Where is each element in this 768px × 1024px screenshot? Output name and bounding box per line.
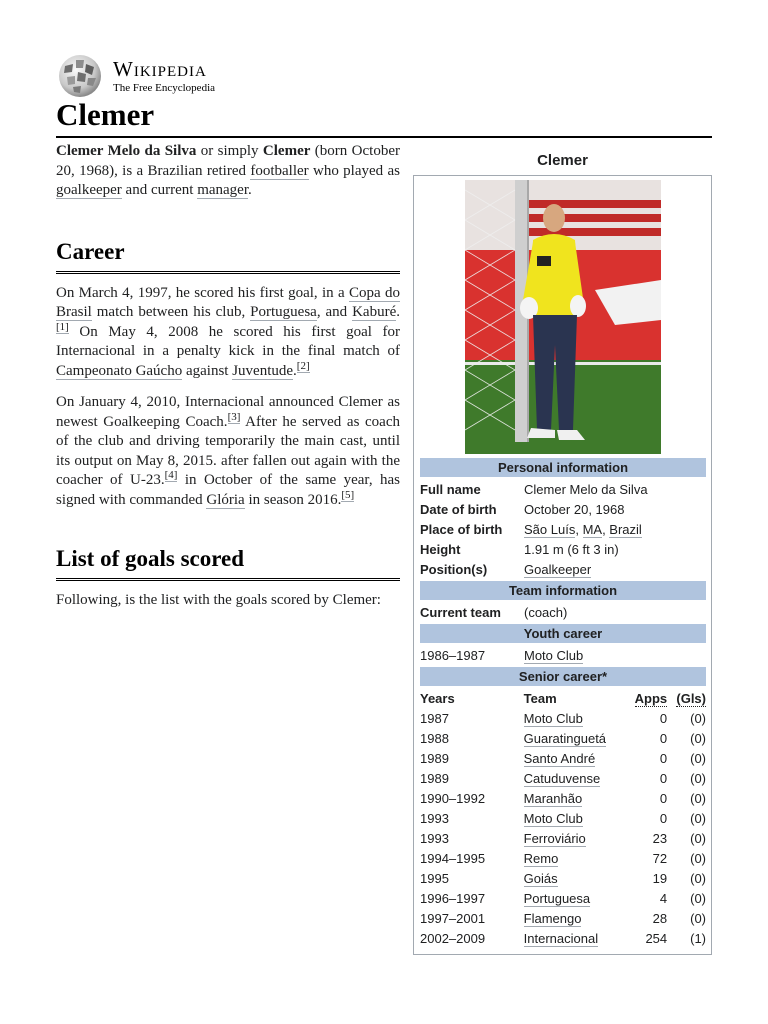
pob-value [524,522,706,537]
senior-team [524,811,624,826]
senior-apps: 23 [652,830,668,846]
position-label: Position(s) [420,561,488,577]
career-heading: Career [56,239,400,274]
title-divider [56,136,712,138]
senior-years: 1997–2001 [420,910,486,926]
senior-apps: 0 [659,730,668,746]
senior-apps: 4 [659,890,668,906]
senior-career-row [420,728,706,748]
senior-apps: 72 [652,850,668,866]
senior-career-row [420,808,706,828]
senior-career-columns [420,688,706,708]
senior-career-row [420,788,706,808]
column-gls[interactable] [667,691,706,706]
senior-gls: (0) [690,810,706,826]
senior-gls: (0) [690,730,706,746]
senior-years: 1996–1997 [420,890,486,906]
senior-team [524,791,624,806]
column-apps[interactable] [623,691,667,706]
senior-gls: (1) [690,930,706,946]
column-years: Years [420,690,455,706]
career-text: in season 2016. [244,491,342,508]
senior-career-row [420,888,706,908]
link-senior-team[interactable]: Catuduvense [523,770,601,786]
column-gls-label: (Gls) [676,690,706,706]
senior-career-row [420,768,706,788]
infobox [413,150,712,955]
link-ma[interactable]: MA [582,521,603,537]
article-body [56,142,400,623]
career-text: On March 4, 1997, he scored his first goal, in a [56,284,349,301]
height-value: 1.91 m (6 ft 3 in) [524,541,619,557]
link-goalkeeper-position[interactable]: Goalkeeper [524,561,592,577]
link-senior-team[interactable]: Moto Club [523,710,583,726]
reference-3[interactable]: [3] [227,410,241,423]
youth-team [524,648,706,663]
senior-apps: 0 [659,810,668,826]
youth-years: 1986–1987 [420,647,486,663]
senior-years: 1994–1995 [420,850,486,866]
infobox-frame [413,175,712,955]
position-value [524,562,706,577]
dob-label: Date of birth [420,501,497,517]
youth-career-row [420,645,706,665]
intro-name: Clemer Melo da Silva [56,143,197,159]
senior-team [524,831,624,846]
senior-apps: 19 [652,870,668,886]
senior-gls: (0) [690,770,706,786]
goals-heading: List of goals scored [56,546,400,581]
senior-gls: (0) [690,830,706,846]
link-senior-team[interactable]: Maranhão [523,790,583,806]
link-goalkeeper[interactable]: goalkeeper [56,182,122,198]
senior-years: 1990–1992 [420,790,486,806]
senior-gls: (0) [690,790,706,806]
link-senior-team[interactable]: Remo [523,850,559,866]
intro-text: or simply [196,143,263,159]
pob-label: Place of birth [420,521,503,537]
link-senior-team[interactable]: Moto Club [523,810,583,826]
link-senior-team[interactable]: Santo André [523,750,596,766]
reference-5[interactable]: [5] [341,488,355,501]
career-paragraph-1 [56,284,400,382]
senior-team [524,751,624,766]
intro-text: . [248,182,252,198]
senior-career-header: Senior career* [420,667,706,686]
player-photo[interactable] [465,180,661,454]
link-senior-team[interactable]: Goiás [523,870,558,886]
career-text: , and [316,304,353,320]
senior-career-row [420,908,706,928]
senior-team [524,871,624,886]
senior-years: 1995 [420,870,449,886]
career-text: . [293,362,297,379]
intro-short-name: Clemer [262,143,311,159]
link-footballer[interactable]: footballer [250,162,309,179]
pob-row [420,519,706,539]
reference-2[interactable]: [2] [296,359,310,372]
senior-career-list [420,708,706,948]
link-senior-team[interactable]: Ferroviário [523,830,586,846]
senior-team [524,731,624,746]
career-text: in October of the same year, has signed with commanded [56,472,401,508]
column-team: Team [523,690,557,706]
wikipedia-globe-icon [55,54,105,98]
link-kabure[interactable]: Kaburé [352,304,397,320]
pob-separator: , [575,521,583,537]
senior-apps: 254 [645,930,668,946]
link-senior-team[interactable]: Internacional [523,930,599,946]
current-team-value: (coach) [524,604,568,620]
senior-years: 1988 [420,730,449,746]
intro-paragraph [56,142,400,201]
senior-team [524,711,624,726]
link-manager[interactable]: manager [197,182,248,198]
senior-gls: (0) [690,850,706,866]
link-brazil[interactable]: Brazil [609,521,642,537]
senior-gls: (0) [690,870,706,886]
intro-text: and current [121,182,198,198]
senior-gls: (0) [690,890,706,906]
senior-gls: (0) [690,910,706,926]
career-paragraph-2 [56,393,400,510]
link-youth-team[interactable]: Moto Club [524,647,584,663]
career-text: . [396,304,400,320]
career-text: against [182,362,233,379]
height-row [420,539,706,559]
pob-separator: , [602,521,610,537]
full-name-label: Full name [420,481,481,497]
link-campeonato-gaucho[interactable]: Campeonato Gaúcho [56,362,183,379]
senior-career-row [420,928,706,948]
senior-years: 1987 [420,710,449,726]
senior-gls: (0) [690,710,706,726]
reference-1[interactable]: [1] [56,320,69,333]
wikipedia-logo[interactable] [55,54,215,98]
logo-tagline: The Free Encyclopedia [113,81,216,94]
senior-team [524,911,624,926]
height-label: Height [420,541,461,557]
senior-team [524,931,624,946]
senior-team [524,851,624,866]
full-name-row [420,479,706,499]
senior-team [524,771,624,786]
senior-years: 1989 [420,770,449,786]
goals-paragraph: Following, is the list with the goals scored by Clemer: [56,592,381,608]
intro-text: who played as [308,162,400,179]
reference-4[interactable]: [4] [164,469,178,481]
senior-apps: 0 [659,750,668,766]
senior-career-row [420,748,706,768]
logo-wordmark: Wikipedia [113,56,207,81]
current-team-label: Current team [420,604,501,620]
senior-apps: 28 [652,910,668,926]
infobox-caption: Clemer [537,152,588,169]
link-portuguesa[interactable]: Portuguesa [250,304,317,320]
career-text: On May 4, 2008 he scored his first goal for Internacional in a penalty kick in the final match of [56,323,400,359]
career-text: match between his club, [91,304,251,320]
senior-team [524,891,624,906]
full-name-value: Clemer Melo da Silva [524,481,648,497]
link-copa-do-brasil[interactable]: Copa do Brasil [56,284,400,320]
senior-years: 1993 [420,830,449,846]
page-title: Clemer [56,97,155,132]
dob-row [420,499,706,519]
senior-career-row [420,848,706,868]
position-row [420,559,706,579]
link-senior-team[interactable]: Guaratinguetá [523,730,607,746]
column-apps-label: Apps [634,690,668,706]
career-text: On January 4, 2010, Internacional announced Clemer as newest Goalkeeping Coach. [56,394,400,430]
senior-apps: 0 [659,790,668,806]
intro-text: (born October 20, 1968), is a Brazilian retired [56,143,400,179]
current-team-row [420,602,706,622]
career-text: After he served as coach of the club and driving temporarily the main cast, until its output on May 8, 2015. after fallen out again with the coacher of U-23. [56,413,400,488]
link-senior-team[interactable]: Flamengo [523,910,582,926]
dob-value: October 20, 1968 [524,501,625,517]
team-info-header: Team information [420,581,706,600]
senior-years: 1993 [420,810,449,826]
senior-apps: 0 [659,770,668,786]
link-sao-luis[interactable]: São Luís [524,521,576,537]
senior-apps: 0 [659,710,668,726]
link-senior-team[interactable]: Portuguesa [523,890,591,906]
link-gloria[interactable]: Glória [206,491,245,508]
senior-career-row [420,868,706,888]
senior-years: 2002–2009 [420,930,486,946]
personal-info-header: Personal information [420,458,706,477]
senior-career-row [420,828,706,848]
senior-career-row [420,708,706,728]
senior-gls: (0) [690,750,706,766]
youth-career-header: Youth career [420,624,706,643]
link-juventude[interactable]: Juventude [232,362,294,379]
senior-years: 1989 [420,750,449,766]
